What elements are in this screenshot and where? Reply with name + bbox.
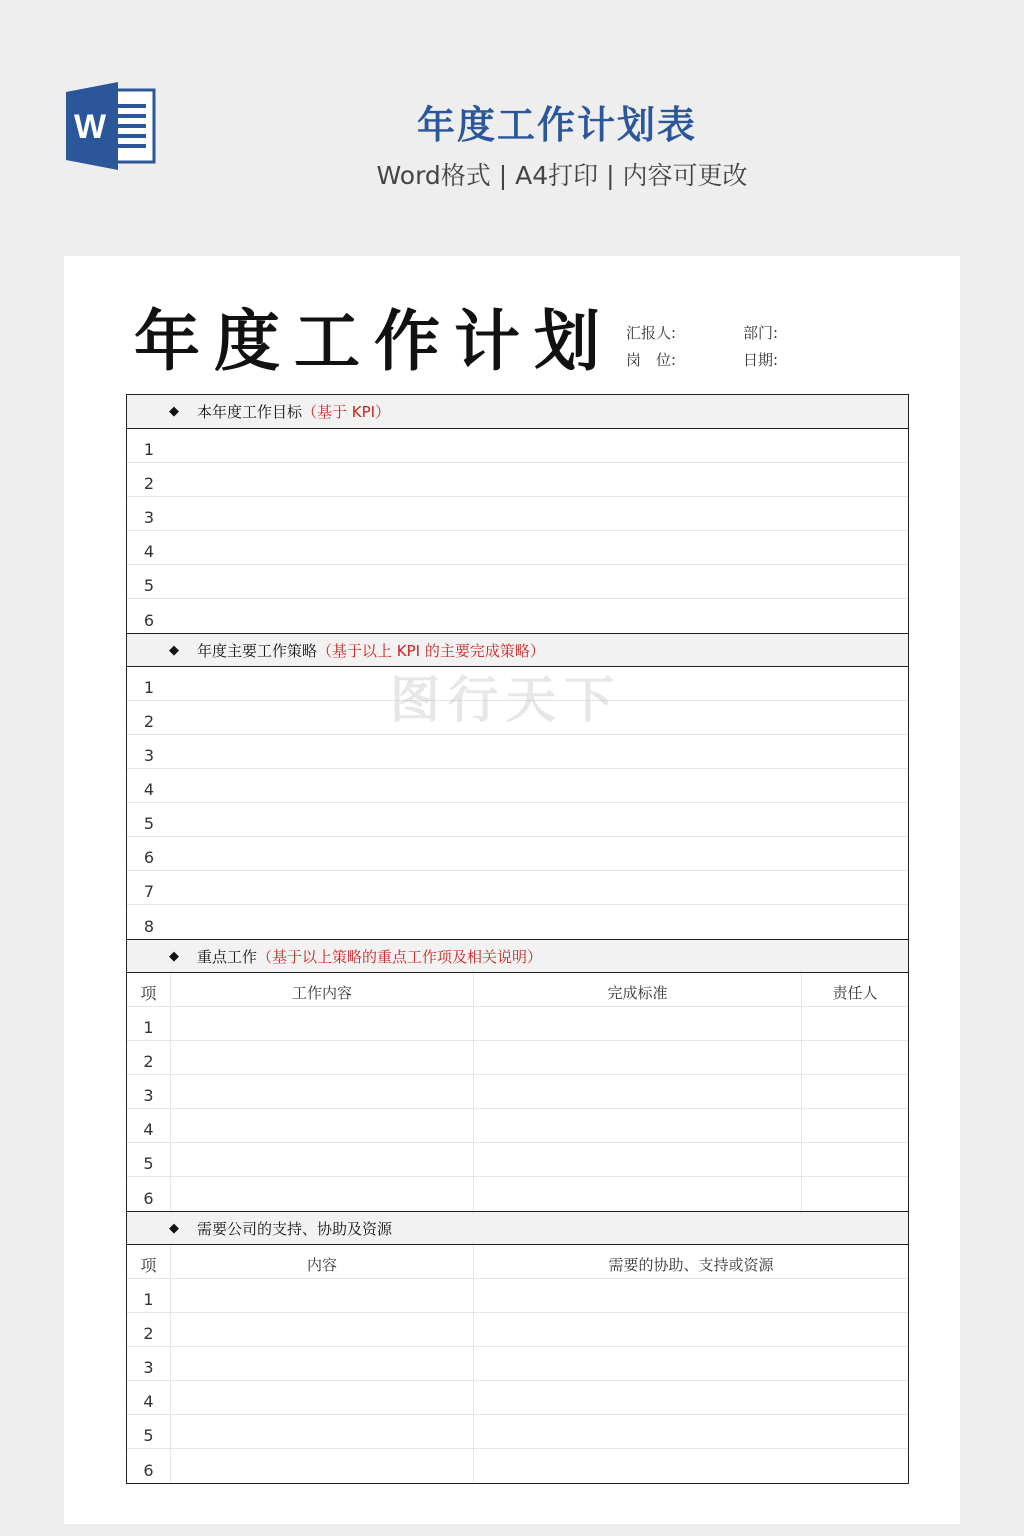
entry-cell[interactable]: [474, 1143, 802, 1176]
row-number: 3: [127, 1347, 171, 1380]
table-row: [127, 463, 908, 497]
entry-field[interactable]: [171, 463, 908, 496]
entry-field[interactable]: [171, 905, 908, 939]
section-note: （基于 KPI）: [302, 403, 391, 421]
page-title: 年度工作计划表: [416, 103, 697, 147]
row-number: 2: [127, 1041, 171, 1074]
entry-cell[interactable]: [171, 1279, 474, 1312]
entry-field[interactable]: [171, 497, 908, 530]
table-row: [127, 1313, 908, 1347]
entry-cell[interactable]: [171, 1007, 474, 1040]
entry-cell[interactable]: [802, 1177, 908, 1211]
page-subtitle: Word格式 | A4打印 | 内容可更改: [376, 161, 748, 190]
entry-cell[interactable]: [474, 1415, 908, 1448]
entry-cell[interactable]: [171, 1109, 474, 1142]
entry-field[interactable]: [171, 871, 908, 904]
row-number: 5: [127, 1143, 171, 1176]
entry-cell[interactable]: [171, 1143, 474, 1176]
watermark: 图行天下: [390, 671, 622, 729]
reporter-label: 汇报人:: [626, 324, 677, 342]
table-row: [127, 871, 908, 905]
entry-cell[interactable]: [474, 1347, 908, 1380]
entry-cell[interactable]: [474, 1313, 908, 1346]
section-note: （基于以上策略的重点工作项及相关说明）: [257, 947, 543, 966]
section-title: 年度主要工作策略: [197, 641, 318, 660]
entry-cell[interactable]: [474, 1381, 908, 1414]
row-number: 5: [143, 576, 155, 595]
table-row: [127, 1007, 908, 1041]
entry-field[interactable]: [171, 599, 908, 633]
row-number: 6: [143, 848, 155, 867]
section-note: （基于以上 KPI 的主要完成策略）: [317, 641, 545, 660]
row-number: 6: [127, 1177, 171, 1211]
plan-form: [126, 394, 909, 1484]
table-row: [127, 1177, 908, 1211]
entry-cell[interactable]: [474, 1177, 802, 1211]
row-number: 4: [127, 1381, 171, 1414]
col-header-owner: 责任人: [832, 984, 878, 1002]
entry-cell[interactable]: [474, 1279, 908, 1312]
entry-field[interactable]: [171, 531, 908, 564]
entry-cell[interactable]: [474, 1041, 802, 1074]
section-header-goals: [127, 395, 908, 429]
diamond-bullet-icon: ◆: [169, 642, 179, 658]
row-number: 5: [143, 814, 155, 833]
entry-cell[interactable]: [171, 1415, 474, 1448]
table-row: [127, 1279, 908, 1313]
table-row: [127, 565, 908, 599]
row-number: 1: [127, 1279, 171, 1312]
row-number: 4: [143, 780, 155, 799]
table-row: [127, 735, 908, 769]
section-title: 重点工作: [197, 947, 258, 966]
entry-cell[interactable]: [474, 1109, 802, 1142]
diamond-bullet-icon: ◆: [169, 948, 179, 964]
entry-cell[interactable]: [802, 1041, 908, 1074]
position-label: 岗 位:: [626, 351, 677, 369]
table-header-row: [127, 973, 908, 1007]
table-row: [127, 837, 908, 871]
row-number: 1: [143, 678, 155, 697]
entry-cell[interactable]: [474, 1075, 802, 1108]
row-number: 4: [143, 542, 155, 561]
entry-cell[interactable]: [171, 1381, 474, 1414]
entry-cell[interactable]: [171, 1449, 474, 1483]
table-row: [127, 1075, 908, 1109]
row-number: 2: [143, 474, 155, 493]
entry-cell[interactable]: [474, 1007, 802, 1040]
col-header-content: 内容: [171, 1245, 474, 1278]
table-row: [127, 429, 908, 463]
section-header-key-work: [127, 939, 908, 973]
table-row: [127, 1109, 908, 1143]
table-row: [127, 1381, 908, 1415]
document-title: 年度工作计划: [134, 303, 614, 380]
col-header-content: 工作内容: [171, 973, 474, 1006]
row-number: 3: [127, 1075, 171, 1108]
section-header-support: [127, 1211, 908, 1245]
entry-field[interactable]: [171, 735, 908, 768]
table-row: [127, 1347, 908, 1381]
table-row: [127, 531, 908, 565]
row-number: 1: [127, 1007, 171, 1040]
row-number: 4: [127, 1109, 171, 1142]
entry-cell[interactable]: [474, 1449, 908, 1483]
entry-cell[interactable]: [171, 1313, 474, 1346]
table-row: [127, 1143, 908, 1177]
entry-field[interactable]: [171, 429, 908, 462]
diamond-bullet-icon: ◆: [169, 404, 179, 419]
entry-field[interactable]: [171, 837, 908, 870]
section-title: 本年度工作目标: [197, 403, 303, 421]
row-number: 5: [127, 1415, 171, 1448]
entry-cell[interactable]: [802, 1109, 908, 1142]
col-header-item: 项: [127, 973, 171, 1006]
table-row: [127, 769, 908, 803]
entry-field[interactable]: [171, 565, 908, 598]
section-title: 需要公司的支持、协助及资源: [197, 1219, 393, 1238]
entry-cell[interactable]: [171, 1177, 474, 1211]
table-row: [127, 1041, 908, 1075]
department-label: 部门:: [743, 324, 779, 342]
row-number: 7: [143, 882, 155, 901]
entry-field[interactable]: [171, 803, 908, 836]
entry-cell[interactable]: [171, 1075, 474, 1108]
table-row: [127, 1449, 908, 1483]
entry-cell[interactable]: [171, 1041, 474, 1074]
diamond-bullet-icon: ◆: [169, 1220, 179, 1236]
table-row: [127, 497, 908, 531]
row-number: 6: [143, 610, 155, 630]
row-number: 3: [143, 508, 155, 527]
table-row: [127, 599, 908, 633]
svg-text:W: W: [73, 108, 107, 146]
table-row: [127, 905, 908, 939]
row-number: 1: [143, 440, 155, 459]
row-number: 2: [127, 1313, 171, 1346]
entry-cell[interactable]: [171, 1347, 474, 1380]
date-label: 日期:: [743, 351, 779, 369]
row-number: 6: [127, 1449, 171, 1483]
entry-cell[interactable]: [802, 1075, 908, 1108]
entry-field[interactable]: [171, 769, 908, 802]
table-row: [127, 1415, 908, 1449]
table-header-row: [127, 1245, 908, 1279]
row-number: 3: [143, 746, 155, 765]
col-header-item: 项: [127, 1245, 171, 1278]
table-row: [127, 803, 908, 837]
entry-cell[interactable]: [802, 1007, 908, 1040]
entry-cell[interactable]: [802, 1143, 908, 1176]
col-header-standard: 完成标准: [474, 973, 802, 1006]
row-number: 8: [143, 916, 155, 936]
col-header-need: 需要的协助、支持或资源: [608, 1256, 774, 1274]
row-number: 2: [143, 712, 155, 731]
